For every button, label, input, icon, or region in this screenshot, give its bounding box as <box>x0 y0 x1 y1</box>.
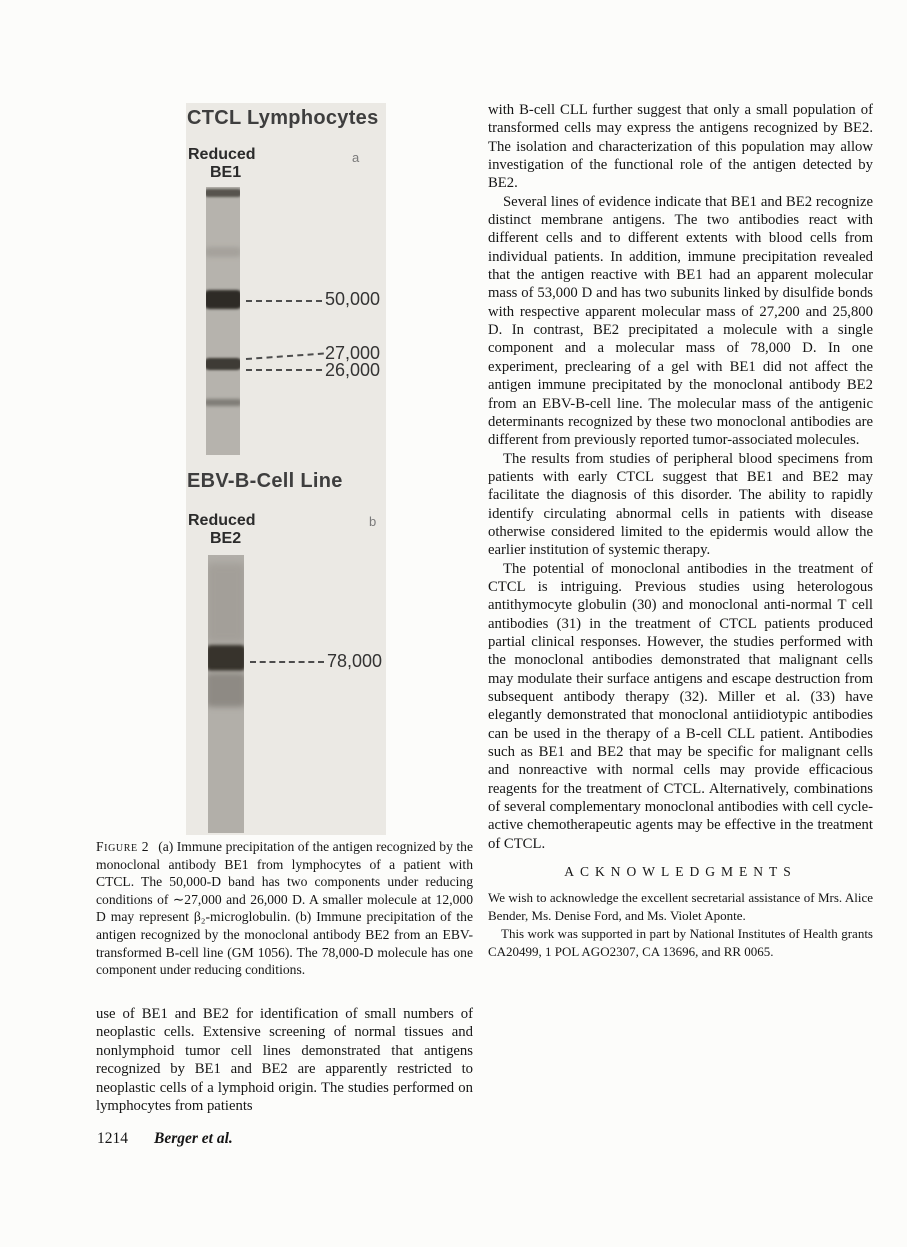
panel-b-antibody-label: BE2 <box>210 530 242 547</box>
left-column-paragraph: use of BE1 and BE2 for identification of small numbers of neoplastic cells. Extensive screening of normal tissues and nonlymphoid tumor cell lines demonstrated that antigens recognized by BE1 and BE2 are apparently restricted to neoplastic cells of a lymphoid origin. The studies performed on lymphocytes from patients <box>96 1006 473 1115</box>
gel-band-well-a <box>206 189 240 197</box>
running-authors: Berger et al. <box>154 1130 233 1147</box>
figure-caption-label: Figure 2 <box>96 839 150 854</box>
mw-label-27000: 27,000 <box>325 343 381 363</box>
acknowledgments-section <box>488 889 873 960</box>
panel-b-letter: b <box>369 514 377 529</box>
body-paragraph: Several lines of evidence indicate that BE1 and BE2 recognize distinct membrane antigens. The two antibodies react with different cells and to different extents with blood cells from individual patients. In addition, immune precipitation revealed that the antigen reactive with BE1 had an apparent molecular mass of 53,000 D and has two subunits linked by disulfide bonds with respective apparent molecular mass of 27,200 and 25,800 D. In contrast, BE2 precipitated a molecule with a single component and a molecular mass of 78,000 D. In one experiment, preclearing of a gel with BE1 did not affect the antigen immune precipitated by the monoclonal antibody BE2 from an EBV-B-cell line. The molecular mass of the antigenic determinants recognized by these two monoclonal antibodies are different from previously reported tumor-associated molecules. <box>488 193 873 449</box>
page-footer <box>97 1130 233 1148</box>
gel-smear-b <box>208 563 244 643</box>
leader-dash-26000 <box>246 369 322 371</box>
acknowledgments-paragraph: We wish to acknowledge the excellent secretarial assistance of Mrs. Alice Bender, Ms. Denise Ford, and Ms. Violet Aponte. <box>488 890 873 924</box>
page-number: 1214 <box>97 1130 128 1147</box>
right-column <box>488 101 873 960</box>
panel-b-title: EBV-B-Cell Line <box>187 470 343 492</box>
gel-band-faint-low <box>206 399 240 406</box>
acknowledgments-heading: ACKNOWLEDGMENTS <box>564 864 797 880</box>
gel-band-smudge-a <box>206 247 240 257</box>
gel-band-78000 <box>208 645 244 671</box>
leader-dash-78000 <box>250 661 324 663</box>
gel-tail-b <box>208 673 244 707</box>
body-paragraph: with B-cell CLL further suggest that only a small population of transformed cells may express the antigens recognized by BE2. The isolation and characterization of this population may allow investigation of the functional role of the antigen detected by BE2. <box>488 102 873 192</box>
mw-label-26000: 26,000 <box>325 360 381 380</box>
figure-caption-text: (a) Immune precipitation of the antigen recognized by the monoclonal antibody BE1 from lymphocytes of a patient with CTCL. The 50,000-D band has two components under reducing conditions of ∼27,000 and 26,000 D. A smaller molecule at 12,000 D may represent β₂-microglobulin. (b) Immune precipitation of the antigen recognized by the monoclonal antibody BE2 from an EBV-transformed B-cell line (GM 1056). The 78,000-D molecule has one component under reducing conditions. <box>96 839 473 978</box>
panel-b-condition-label: Reduced <box>188 512 256 529</box>
panel-a-antibody-label: BE1 <box>210 164 242 181</box>
mw-label-78000: 78,000 <box>327 651 383 671</box>
figure-2-photo <box>186 103 386 835</box>
gel-lane-a <box>206 187 240 455</box>
body-paragraph: The potential of monoclonal antibodies in the treatment of CTCL is intriguing. Previous studies using heterologous antithymocyte globulin (30) and monoclonal anti-normal T cell antibodies (31) in the treatment of CTCL patients produced partial clinical responses. However, the studies performed with the monoclonal antibodies demonstrated that malignant cells may modulate their surface antigens and escape destruction from subsequent antibody therapy (32). Miller et al. (33) have elegantly demonstrated that monoclonal antiidiotypic antibodies can be used in the therapy of a B-cell CLL patient. Antibodies such as BE1 and BE2 that may be specific for malignant cells and nonreactive with normal cells may provide efficacious reagents for the treatment of CTCL. Alternatively, combinations of several complementary monoclonal antibodies with cell cycle-active chemotherapeutic agents may be effective in the treatment of CTCL. <box>488 560 873 852</box>
leader-dash-27000 <box>246 353 324 360</box>
leader-dash-50000 <box>246 300 322 302</box>
gel-band-26000 <box>206 358 240 370</box>
panel-a-title: CTCL Lymphocytes <box>187 107 379 129</box>
gel-lane-b <box>208 555 244 833</box>
panel-a-condition-label: Reduced <box>188 146 256 163</box>
figure-2-caption <box>96 838 473 979</box>
gel-band-50000 <box>206 290 240 309</box>
acknowledgments-paragraph: This work was supported in part by National Institutes of Health grants CA20499, 1 POL AGO2307, CA 13696, and RR 0065. <box>488 925 873 959</box>
mw-label-50000: 50,000 <box>325 289 381 309</box>
body-paragraph: The results from studies of peripheral blood specimens from patients with early CTCL suggest that BE1 and BE2 may facilitate the diagnosis of this disorder. The ability to rapidly identify circulating abnormal cells in patients with disease otherwise considered limited to the epidermis would allow the earlier institution of systemic therapy. <box>488 450 873 559</box>
panel-a-letter: a <box>352 150 360 165</box>
